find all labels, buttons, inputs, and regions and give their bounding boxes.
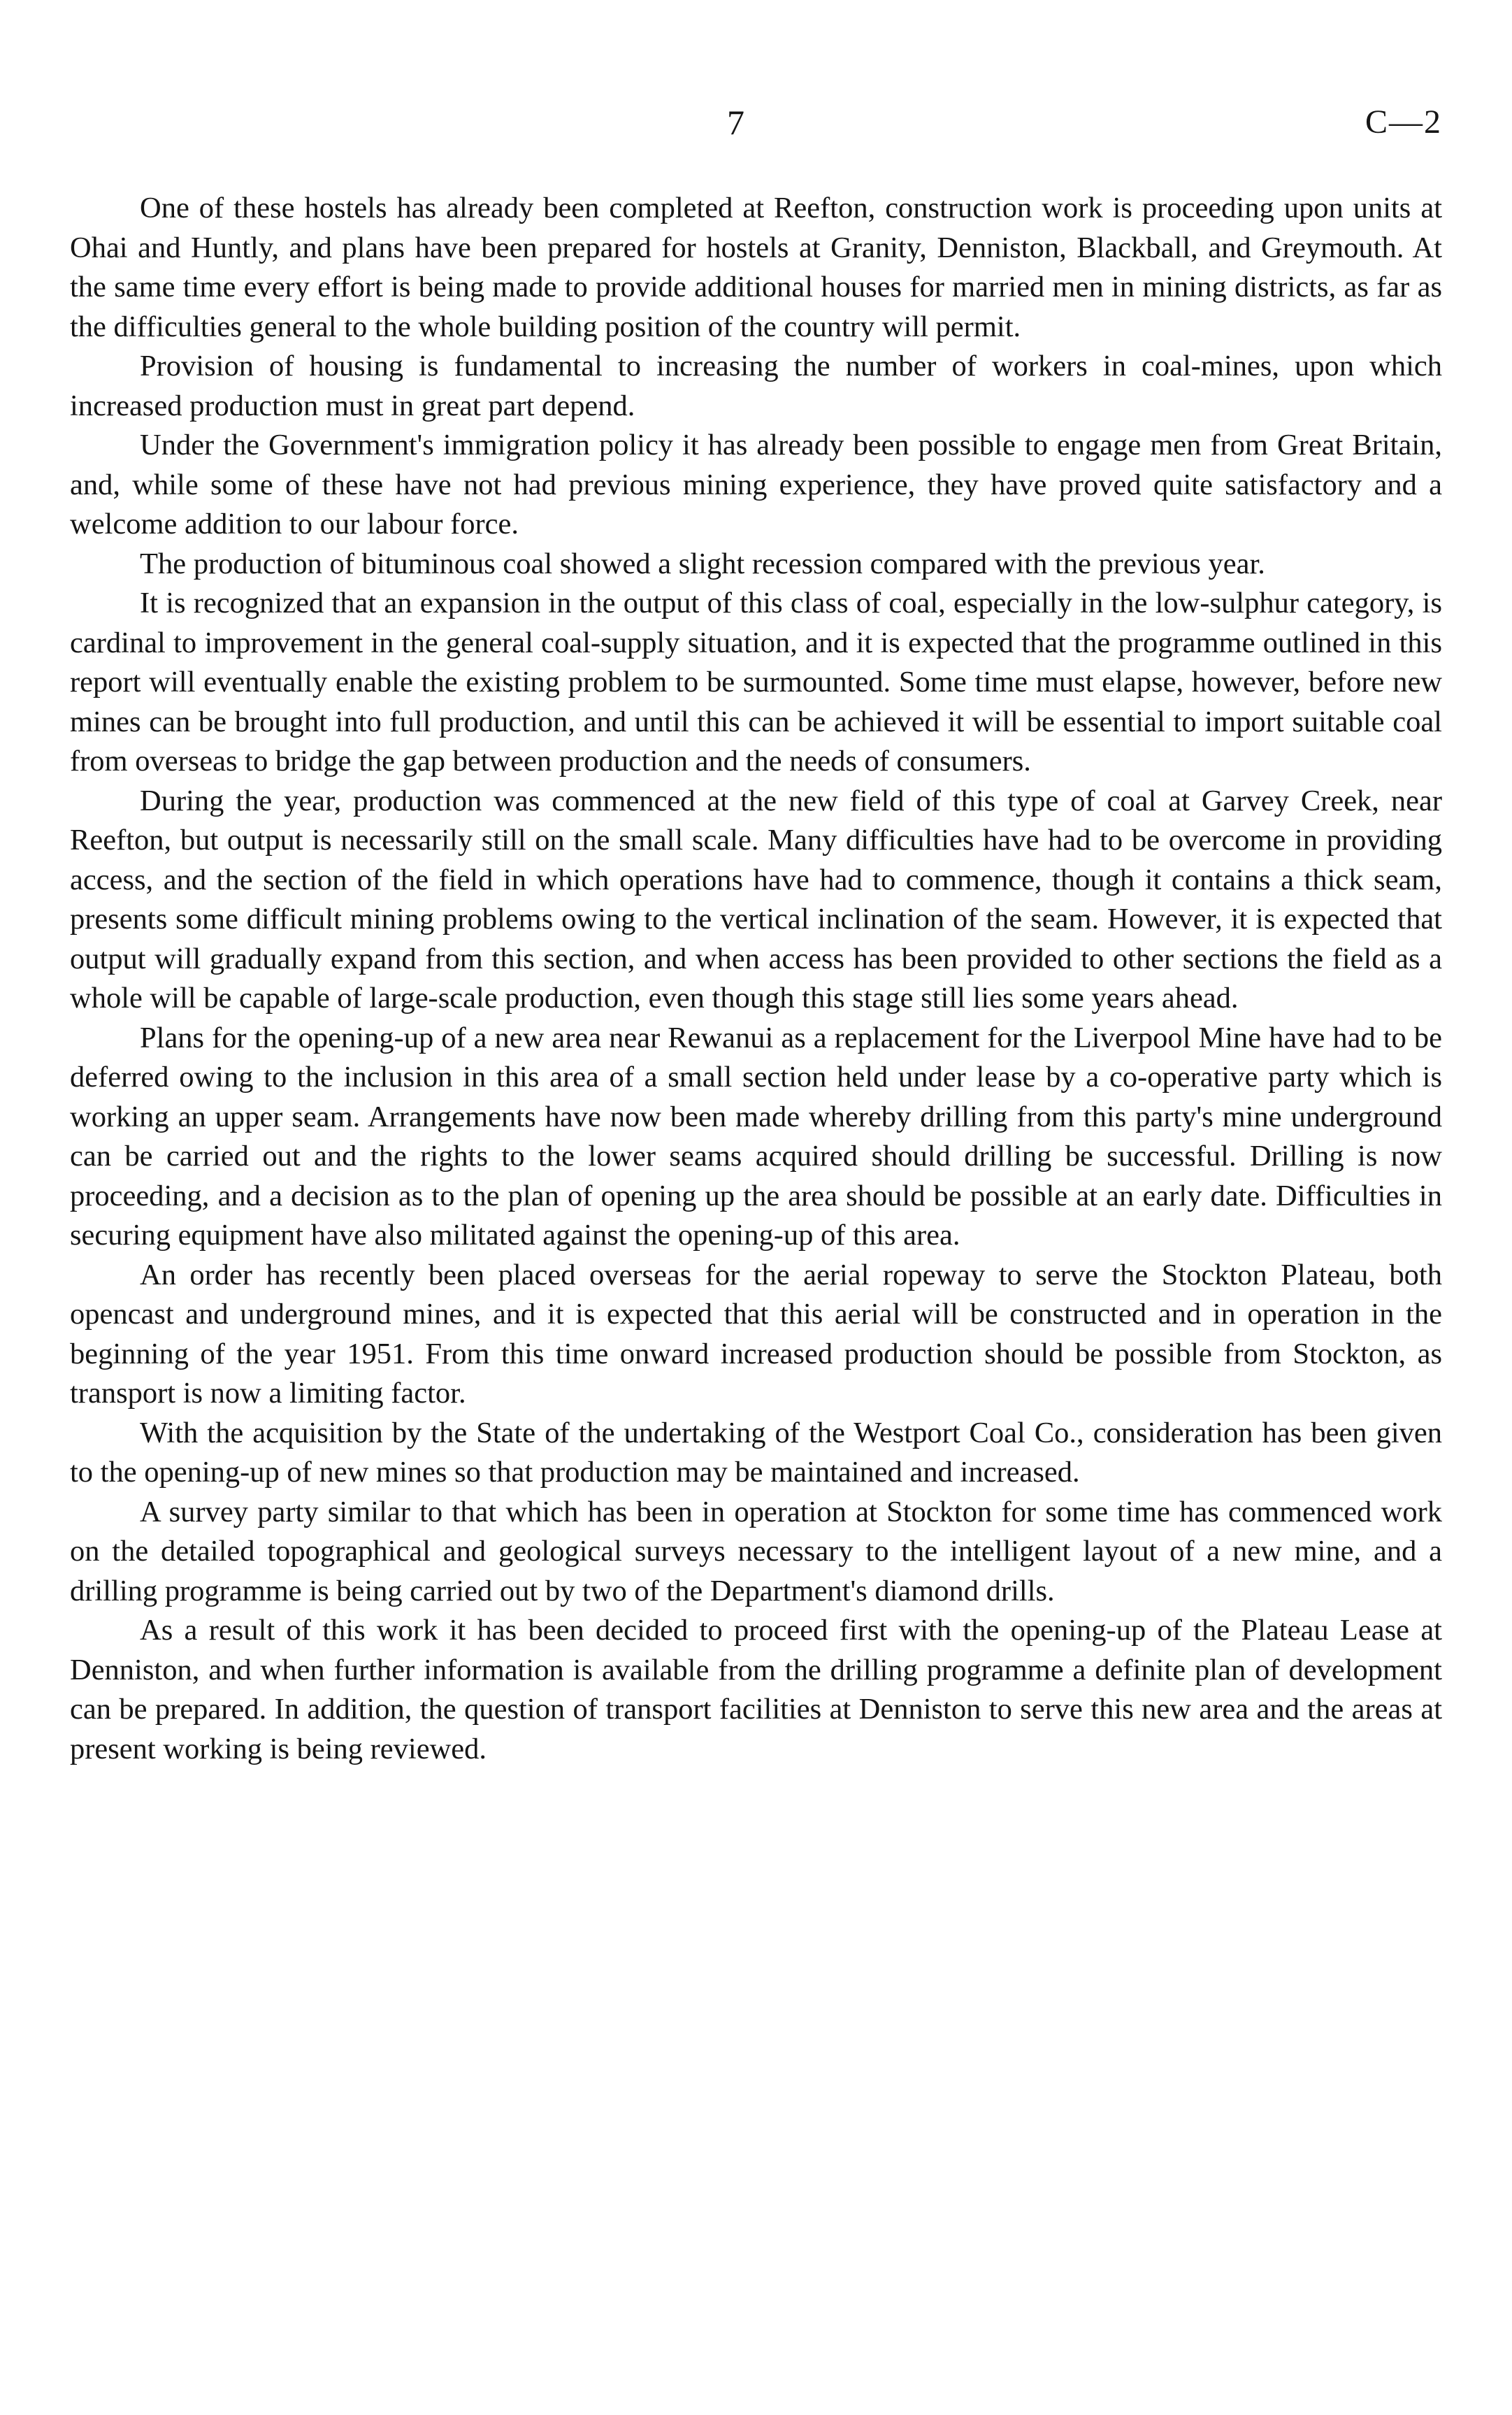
paragraph-westport-coal: With the acquisition by the State of the undertaking of the Westport Coal Co., consideration has been given to the opening-up of new mines so that production may be maintained and increased. <box>70 1416 1442 1489</box>
page-number: 7 <box>727 103 744 142</box>
paragraph-expansion: It is recognized that an expansion in the output of this class of coal, especially in the low-sulphur category, is cardinal to improvement in the general coal-supply situation, and it is expected that the programme outlined in this report will eventually enable the existing problem to be surmounted. Some time must elapse, however, before new mines can be brought into full production, and until this can be achieved it will be essential to import suitable coal from overseas to bridge the gap between production and the needs of consumers. <box>70 587 1442 777</box>
paper-reference: C—2 <box>1365 103 1442 141</box>
paragraph-hostels: One of these hostels has already been completed at Reefton, construction work is proceeding upon units at Ohai and Huntly, and plans have been prepared for hostels at Granity, Denniston, Blackball, and Greymouth. At the same time every effort is being made to provide additional houses for married men in mining districts, as far as the difficulties general to the whole building position of the country will permit. <box>70 192 1442 343</box>
paragraph-immigration: Under the Government's immigration policy it has already been possible to engage men from Great Britain, and, while some of these have not had previous mining experience, they have proved quite satisfactory and a welcome addition to our labour force. <box>70 429 1442 540</box>
paragraph-garvey-creek: During the year, production was commenced at the new field of this type of coal at Garvey Creek, near Reefton, but output is necessarily still on the small scale. Many difficulties have had to be overcome in providing access, and the section of the field in which operations have had to commence, though it contains a thick seam, presents some difficult mining problems owing to the vertical inclination of the seam. However, it is expected that output will gradually expand from this section, and when access has been provided to other sections the field as a whole will be capable of large-scale production, even though this stage still lies some years ahead. <box>70 784 1442 1015</box>
paragraph-rewanui: Plans for the opening-up of a new area near Rewanui as a replacement for the Liverpool Mine have had to be deferred owing to the inclusion in this area of a small section held under lease by a co-operative party which is working an upper seam. Arrangements have now been made whereby drilling from this party's mine underground can be carried out and the rights to the lower seams acquired should drilling be successful. Drilling is now proceeding, and a decision as to the plan of opening up the area should be possible at an early date. Difficulties in securing equipment have also militated against the opening-up of this area. <box>70 1021 1442 1252</box>
body-text <box>70 189 1442 1769</box>
paragraph-stockton-ropeway: An order has recently been placed overseas for the aerial ropeway to serve the Stockton Plateau, both opencast and underground mines, and it is expected that this aerial will be constructed and in operation in the beginning of the year 1951. From this time onward increased production should be possible from Stockton, as transport is now a limiting factor. <box>70 1258 1442 1410</box>
paragraph-housing: Provision of housing is fundamental to increasing the number of workers in coal-mines, upon which increased production must in great part depend. <box>70 350 1442 422</box>
paragraph-denniston: As a result of this work it has been decided to proceed first with the opening-up of the Plateau Lease at Denniston, and when further information is available from the drilling programme a definite plan of development can be prepared. In addition, the question of transport facilities at Denniston to serve this new area and the areas at present working is being reviewed. <box>70 1614 1442 1765</box>
paragraph-survey-party: A survey party similar to that which has been in operation at Stockton for some time has commenced work on the detailed topographical and geological surveys necessary to the intelligent layout of a new mine, and a drilling programme is being carried out by two of the Department's diamond drills. <box>70 1495 1442 1607</box>
paragraph-bituminous-production: The production of bituminous coal showed a slight recession compared with the previous year. <box>140 547 1265 580</box>
page-header <box>0 94 1512 150</box>
